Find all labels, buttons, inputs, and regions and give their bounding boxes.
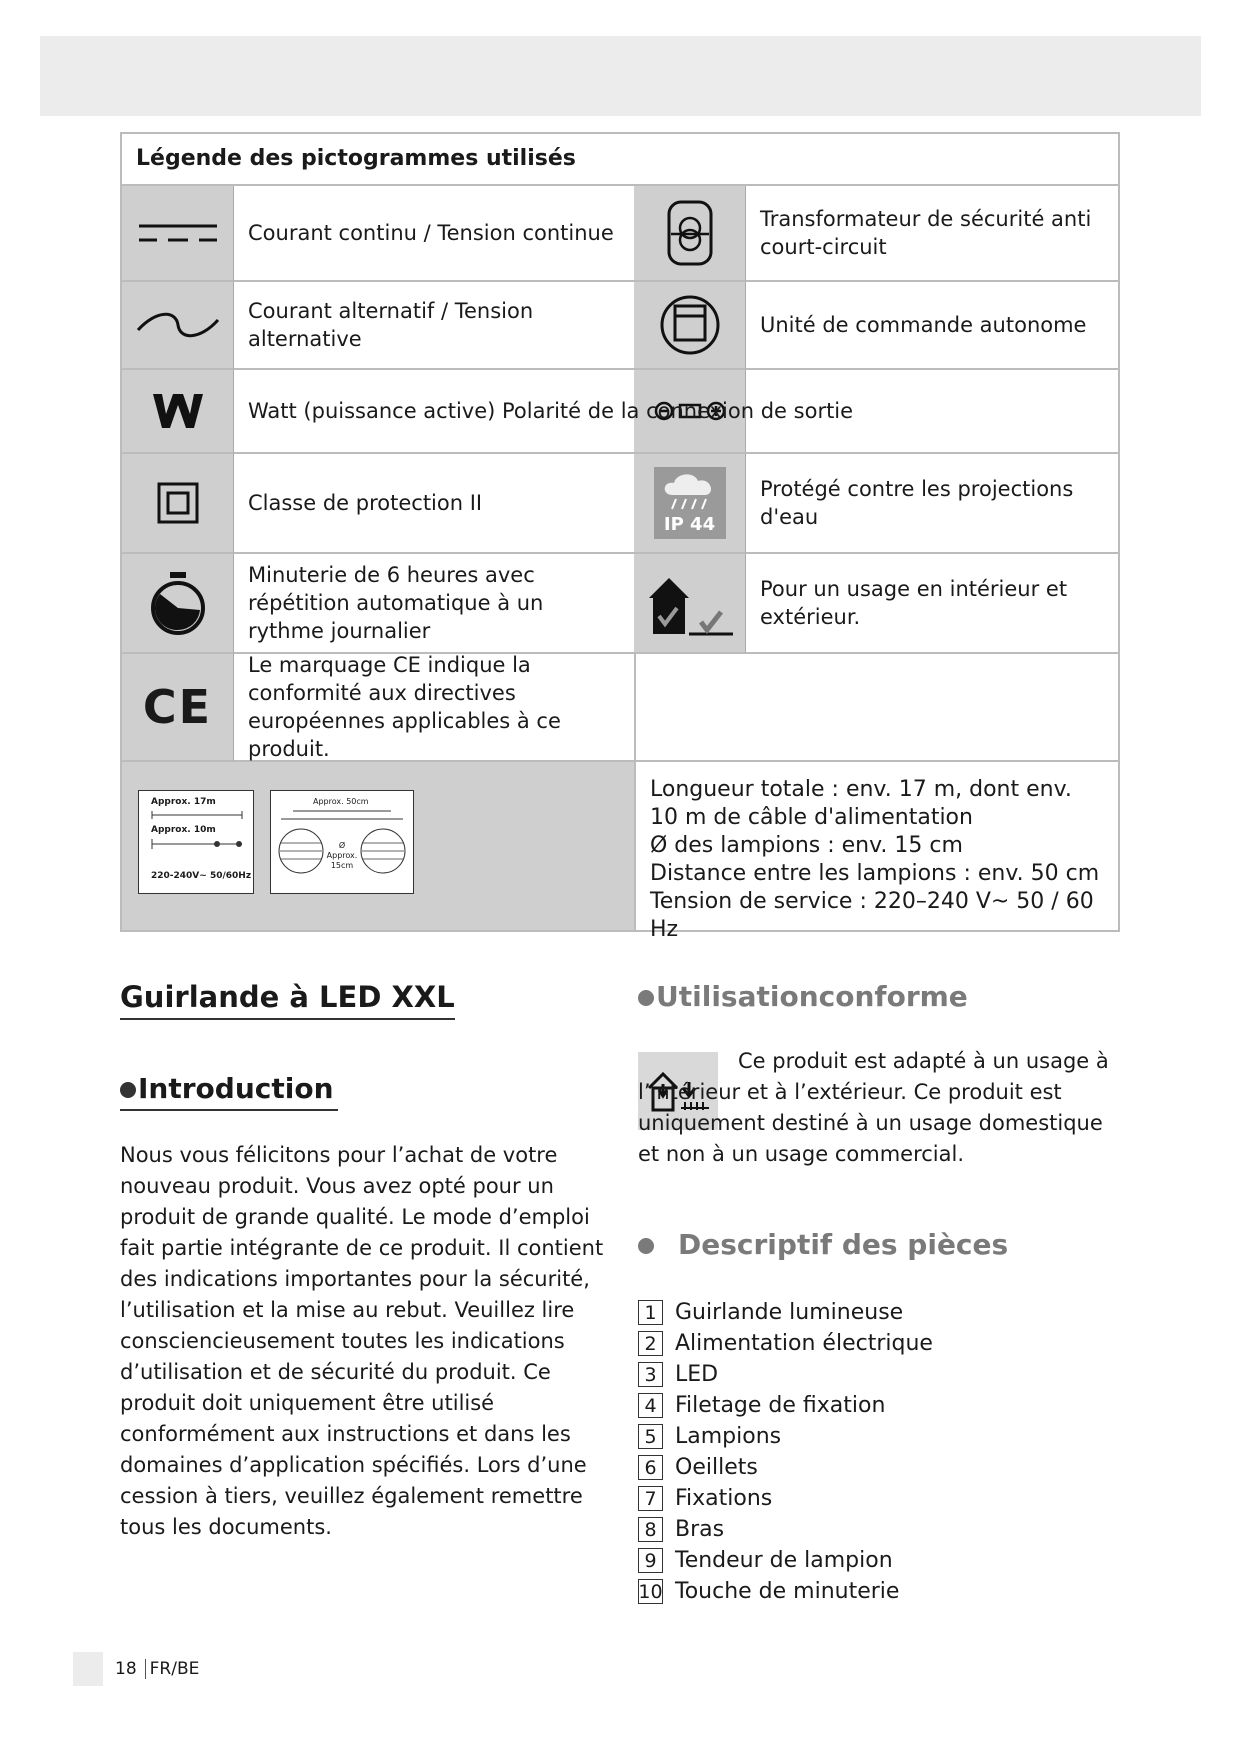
- list-item: [638, 1545, 1138, 1576]
- legend-text-dc: Courant continu / Tension continue: [234, 186, 634, 282]
- total-length-label: Approx. 17m: [151, 797, 216, 807]
- legend-text-ip44: Protégé contre les projections d'eau: [746, 454, 1118, 554]
- list-item: [638, 1328, 1138, 1359]
- part-number: 8: [638, 1517, 663, 1542]
- legend-text-watt: Watt (puissance active) Polarité de la connexion de sortie: [234, 370, 1118, 454]
- locale-label: FR/BE: [145, 1659, 200, 1679]
- parts-heading: [638, 1228, 1008, 1261]
- part-label: Touche de minuterie: [675, 1579, 900, 1604]
- ip44-label: IP 44: [663, 514, 716, 535]
- legend-empty-cell: [634, 654, 1118, 762]
- ce-icon: [122, 654, 234, 762]
- part-number: 7: [638, 1486, 663, 1511]
- ce-mark-label: CE: [142, 680, 213, 734]
- watt-icon: [122, 370, 234, 454]
- voltage-label: 220-240V~ 50/60Hz: [151, 871, 252, 881]
- list-item: [638, 1576, 1138, 1607]
- legend-text-indoor-outdoor: Pour un usage en intérieur et extérieur.: [746, 554, 1118, 654]
- legend-text-timer: Minuterie de 6 heures avec répétition automatique à un rythme journalier: [234, 554, 634, 654]
- list-item: [638, 1514, 1138, 1545]
- header-band: [40, 36, 1201, 116]
- list-item: [638, 1483, 1138, 1514]
- legend-text-ac: Courant alternatif / Tension alternative: [234, 282, 634, 370]
- legend-text-protection-class: Classe de protection II: [234, 454, 634, 554]
- parts-list: [638, 1297, 1138, 1607]
- part-number: 6: [638, 1455, 663, 1480]
- spec-total-length: Longueur totale : env. 17 m, dont env. 10 m de câble d'alimentation: [650, 777, 1072, 830]
- introduction-text: Nous vous félicitons pour l’achat de votre nouveau produit. Vous avez opté pour un produit de grande qualité. Le mode d’emploi fait partie intégrante de ce produit. Il contient des indications importantes pour la sécurité, l’utilisation et la mise au rebut. Veuillez lire consciencieusement toutes les indications d’utilisation et de sécurité du produit. Ce produit doit uniquement être utilisé conformément aux instructions et dans les domaines d’application spécifiés. Lors d’une cession à tiers, veuillez également remettre tous les documents.: [120, 1143, 604, 1539]
- usage-text: Ce produit est adapté à un usage à l’intérieur et à l’extérieur. Ce produit est uniquement destiné à un usage domestique et non à un usage commercial.: [638, 1049, 1109, 1166]
- spec-voltage: Tension de service : 220–240 V~ 50 / 60 Hz: [650, 889, 1094, 942]
- ac-current-icon: [122, 282, 234, 370]
- timer-icon: [122, 554, 234, 654]
- bullet-icon: [638, 990, 654, 1006]
- spacing-label: Approx. 50cm: [313, 797, 369, 806]
- ip44-icon: [634, 454, 746, 554]
- control-unit-icon: [634, 282, 746, 370]
- spec-lantern-diameter: Ø des lampions : env. 15 cm: [650, 833, 963, 858]
- part-label: Fixations: [675, 1486, 773, 1511]
- part-number: 10: [638, 1580, 663, 1603]
- list-item: [638, 1359, 1138, 1390]
- introduction-heading: [120, 1072, 338, 1111]
- list-item: [638, 1297, 1138, 1328]
- pictogram-legend-table: [120, 132, 1120, 942]
- lantern-diagram: [270, 790, 414, 894]
- part-label: Filetage de fixation: [675, 1393, 886, 1418]
- part-label: Lampions: [675, 1424, 782, 1449]
- introduction-heading-text: Introduction: [138, 1072, 334, 1105]
- protection-class-icon: [122, 454, 234, 554]
- parts-heading-text: Descriptif des pièces: [678, 1228, 1009, 1261]
- product-title: Guirlande à LED XXL: [120, 980, 455, 1020]
- bullet-icon: [638, 1238, 654, 1254]
- page-number: 18: [115, 1659, 137, 1679]
- list-item: [638, 1390, 1138, 1421]
- part-label: Tendeur de lampion: [675, 1548, 893, 1573]
- dimension-diagram: [122, 762, 636, 930]
- spec-lantern-spacing: Distance entre les lampions : env. 50 cm: [650, 861, 1100, 886]
- part-label: LED: [675, 1362, 719, 1387]
- legend-text-transformer: Transformateur de sécurité anti court-circuit: [746, 186, 1118, 282]
- legend-text-ce: Le marquage CE indique la conformité aux directives européennes applicables à ce produit.: [234, 654, 634, 762]
- usage-heading-text: Utilisationconforme: [656, 980, 968, 1013]
- dc-current-icon: [122, 186, 234, 282]
- part-label: Guirlande lumineuse: [675, 1300, 904, 1325]
- cable-length-label: Approx. 10m: [151, 825, 216, 835]
- list-item: [638, 1452, 1138, 1483]
- part-number: 3: [638, 1362, 663, 1387]
- usage-heading: [638, 980, 968, 1013]
- part-number: 5: [638, 1424, 663, 1449]
- part-number: 9: [638, 1548, 663, 1573]
- diameter-label: Ø Approx. 15cm: [326, 841, 358, 870]
- part-number: 4: [638, 1393, 663, 1418]
- part-number: 1: [638, 1300, 663, 1325]
- safety-transformer-icon: [634, 186, 746, 282]
- page-footer: [73, 1652, 199, 1686]
- legend-title: Légende des pictogrammes utilisés: [122, 134, 1118, 186]
- indoor-outdoor-icon: [634, 554, 746, 654]
- bullet-icon: [120, 1082, 136, 1098]
- legend-text-control-unit: Unité de commande autonome: [746, 282, 1118, 370]
- part-label: Bras: [675, 1517, 725, 1542]
- specifications: [636, 762, 1118, 942]
- part-label: Oeillets: [675, 1455, 758, 1480]
- footer-marker: [73, 1652, 103, 1686]
- part-label: Alimentation électrique: [675, 1331, 933, 1356]
- length-diagram: [138, 790, 254, 894]
- list-item: [638, 1421, 1138, 1452]
- part-number: 2: [638, 1331, 663, 1356]
